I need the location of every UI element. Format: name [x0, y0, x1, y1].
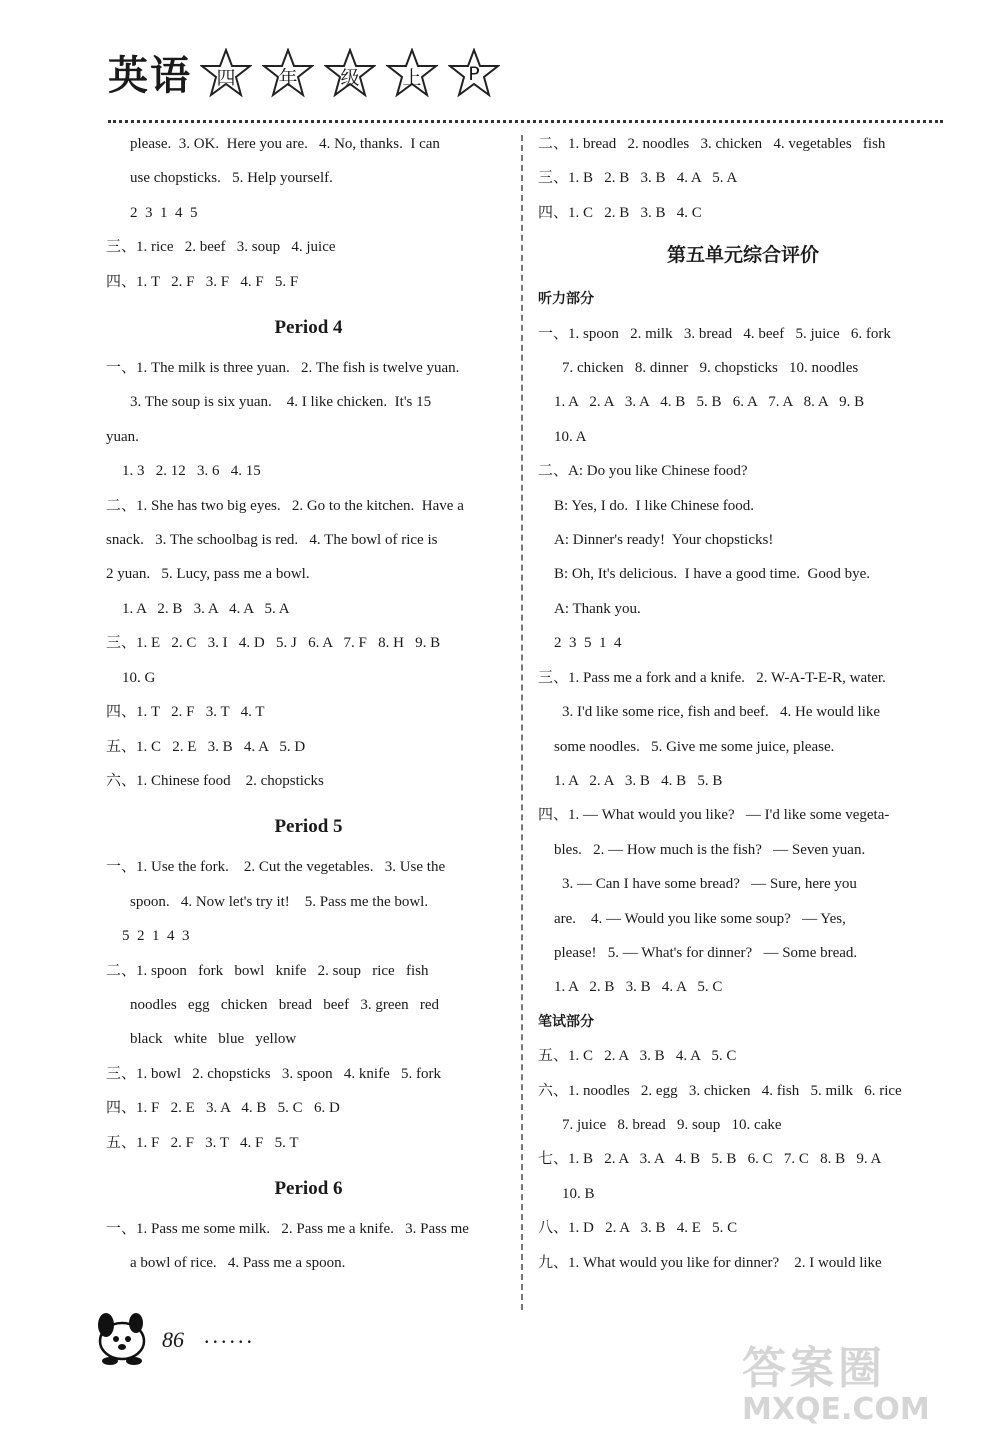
cartoon-dog-icon [92, 1305, 156, 1367]
grade-tags [200, 48, 500, 98]
watermark-en: MXQE.COM [742, 1392, 930, 1427]
answer-line: B: Yes, I do. I like Chinese food. [554, 497, 754, 514]
answer-line: 四、1. — What would you like? — I'd like some vegeta- [538, 807, 890, 824]
grade-tag-star [448, 48, 500, 98]
answer-line: 7. chicken 8. dinner 9. chopsticks 10. noodles [562, 360, 859, 377]
subject-title: 英语 [108, 52, 192, 99]
answer-line: 1. 3 2. 12 3. 6 4. 15 [122, 463, 261, 480]
answer-line: 四、1. F 2. E 3. A 4. B 5. C 6. D [106, 1100, 340, 1117]
answer-line: some noodles. 5. Give me some juice, please. [554, 738, 835, 755]
watermark [742, 1332, 992, 1432]
listening-heading: 听力部分 [538, 291, 594, 308]
answer-line: 二、A: Do you like Chinese food? [538, 463, 748, 480]
answer-line: 一、1. Pass me some milk. 2. Pass me a knife. 3. Pass me [106, 1220, 469, 1237]
answer-line: 2 yuan. 5. Lucy, pass me a bowl. [106, 566, 310, 583]
answer-line: 3. I'd like some rice, fish and beef. 4. He would like [562, 704, 881, 721]
page-footer [92, 1305, 352, 1375]
column-divider [521, 135, 523, 1310]
grade-tag-text: 上 [402, 67, 422, 89]
header-divider [108, 120, 943, 123]
answer-line: 二、1. spoon fork bowl knife 2. soup rice fish [106, 962, 429, 979]
answer-line: 三、1. Pass me a fork and a knife. 2. W-A-T-E-R, water. [538, 669, 886, 686]
answer-line: 三、1. B 2. B 3. B 4. A 5. A [538, 170, 738, 187]
answer-line: 五、1. F 2. F 3. T 4. F 5. T [106, 1134, 299, 1151]
answer-line: snack. 3. The schoolbag is red. 4. The bowl of rice is [106, 532, 438, 549]
answer-line: are. 4. — Would you like some soup? — Yes, [554, 910, 846, 927]
answer-line: 10. B [562, 1185, 595, 1202]
period-5-title: Period 5 [274, 816, 343, 838]
answer-line: A: Dinner's ready! Your chopsticks! [554, 532, 774, 549]
grade-tag-text: 年 [278, 67, 298, 89]
answer-line: please. 3. OK. Here you are. 4. No, thanks. I can [130, 136, 440, 152]
answer-line: 二、1. bread 2. noodles 3. chicken 4. vegetables fish [538, 136, 886, 152]
answer-line: 2 3 1 4 5 [130, 204, 198, 221]
footer-dots: ...... [204, 1323, 255, 1348]
answer-line: 四、1. C 2. B 3. B 4. C [538, 204, 702, 221]
answer-line: 2 3 5 1 4 [554, 635, 622, 652]
answer-line: 六、1. Chinese food 2. chopsticks [106, 772, 324, 789]
answer-line: noodles egg chicken bread beef 3. green red [130, 996, 440, 1013]
answer-line: 1. A 2. B 3. B 4. A 5. C [554, 979, 723, 996]
answer-line: 八、1. D 2. A 3. B 4. E 5. C [538, 1220, 738, 1237]
grade-tag-star [324, 48, 376, 98]
answer-line: 1. A 2. A 3. A 4. B 5. B 6. A 7. A 8. A 9. B [554, 394, 865, 411]
answer-line: 3. — Can I have some bread? — Sure, here you [562, 876, 857, 893]
grade-tag-text: 四 [216, 67, 236, 89]
answer-line: 三、1. rice 2. beef 3. soup 4. juice [106, 239, 336, 256]
period-4-title: Period 4 [274, 317, 343, 339]
answer-line: 1. A 2. A 3. B 4. B 5. B [554, 772, 723, 789]
grade-tag-text: P [468, 63, 480, 85]
answer-line: 10. G [122, 669, 156, 686]
right-column [538, 127, 948, 1280]
left-column [106, 127, 511, 1281]
answer-line: a bowl of rice. 4. Pass me a spoon. [130, 1255, 346, 1272]
answer-line: B: Oh, It's delicious. I have a good time. Good bye. [554, 566, 870, 583]
answer-line: use chopsticks. 5. Help yourself. [130, 170, 333, 187]
answer-line: 二、1. She has two big eyes. 2. Go to the kitchen. Have a [106, 497, 464, 514]
answer-line: spoon. 4. Now let's try it! 5. Pass me the bowl. [130, 893, 429, 910]
answer-line: 3. The soup is six yuan. 4. I like chicken. It's 15 [130, 394, 432, 411]
unit-5-title: 第五单元综合评价 [666, 244, 819, 267]
grade-tag-star [262, 48, 314, 98]
answer-line: 三、1. bowl 2. chopsticks 3. spoon 4. knife 5. fork [106, 1065, 441, 1082]
watermark-cn: 答案圈 [742, 1343, 886, 1394]
page-number: 86 [162, 1327, 184, 1352]
answer-line: 一、1. spoon 2. milk 3. bread 4. beef 5. juice 6. fork [538, 325, 891, 342]
answer-line: 七、1. B 2. A 3. A 4. B 5. B 6. C 7. C 8. B 9. A [538, 1151, 882, 1168]
grade-tag-text: 级 [340, 67, 360, 89]
answer-line: 5 2 1 4 3 [122, 928, 190, 945]
answer-line: 四、1. T 2. F 3. F 4. F 5. F [106, 273, 299, 290]
answer-line: 一、1. The milk is three yuan. 2. The fish is twelve yuan. [106, 360, 460, 377]
answer-line: 九、1. What would you like for dinner? 2. I would like [538, 1254, 882, 1271]
answer-line: yuan. [106, 428, 139, 445]
answer-line: 一、1. Use the fork. 2. Cut the vegetables. 3. Use the [106, 859, 446, 876]
page-header [100, 40, 900, 110]
answer-line: 7. juice 8. bread 9. soup 10. cake [562, 1116, 782, 1133]
written-heading: 笔试部分 [538, 1013, 594, 1030]
answer-line: black white blue yellow [130, 1031, 297, 1048]
answer-line: please! 5. — What's for dinner? — Some bread. [554, 944, 858, 961]
answer-line: bles. 2. — How much is the fish? — Seven yuan. [554, 841, 866, 858]
answer-line: 六、1. noodles 2. egg 3. chicken 4. fish 5. milk 6. rice [538, 1082, 902, 1099]
grade-tag-star [386, 48, 438, 98]
answer-line: 五、1. C 2. A 3. B 4. A 5. C [538, 1048, 737, 1065]
answer-line: 三、1. E 2. C 3. I 4. D 5. J 6. A 7. F 8. H 9. B [106, 635, 441, 652]
answer-line: A: Thank you. [554, 600, 641, 617]
period-6-title: Period 6 [274, 1177, 343, 1199]
answer-line: 四、1. T 2. F 3. T 4. T [106, 704, 265, 721]
answer-line: 1. A 2. B 3. A 4. A 5. A [122, 600, 290, 617]
answer-line: 五、1. C 2. E 3. B 4. A 5. D [106, 738, 306, 755]
grade-tag-star [200, 48, 252, 98]
answer-line: 10. A [554, 428, 587, 445]
